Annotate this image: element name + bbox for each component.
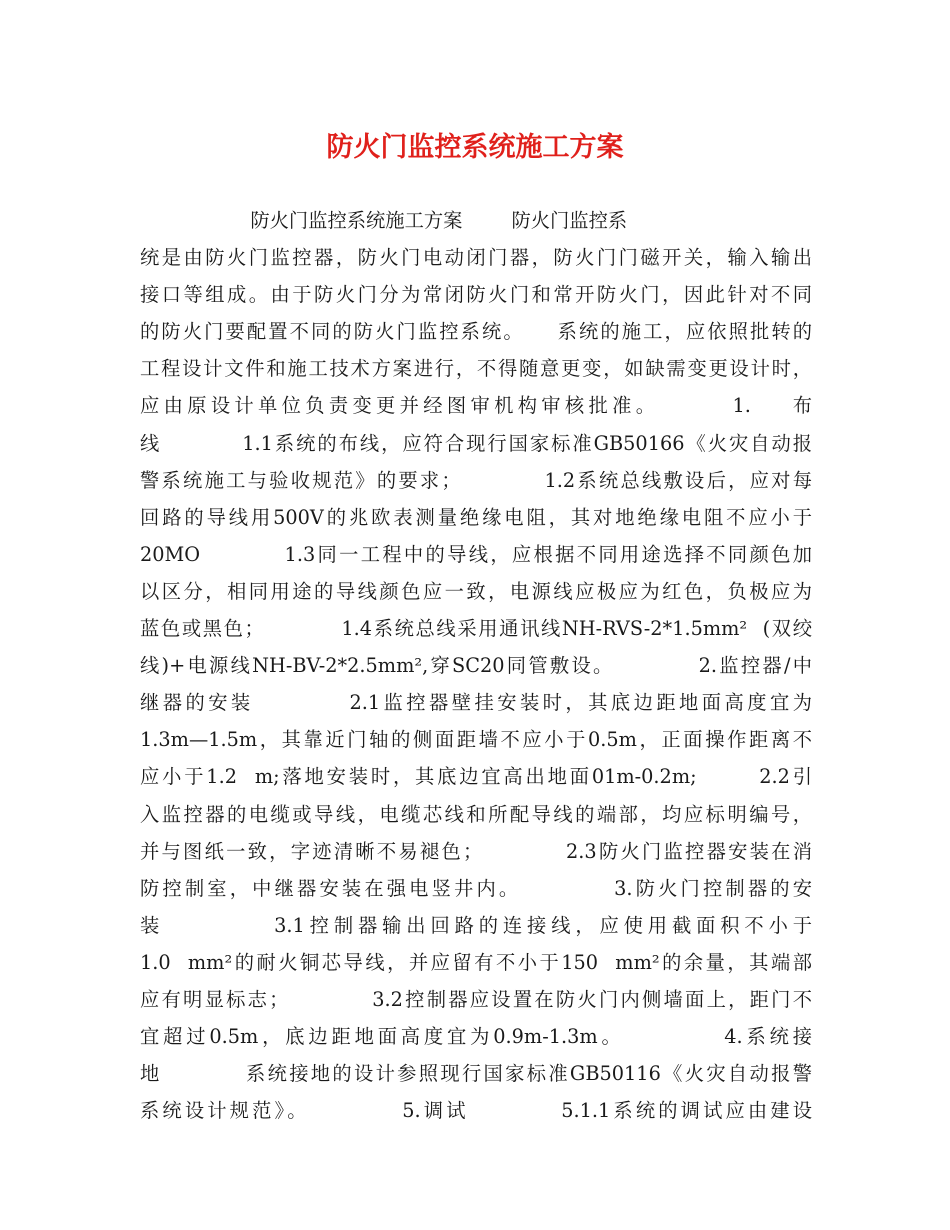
body-line: 统是由防火门监控器，防火门电动闭门器，防火门门磁开关，输入输出 bbox=[140, 246, 812, 270]
body-line: 线)+电源线NH-BV-2*2.5mm²,穿SC20同管敷设。 2.监控器/中 bbox=[140, 654, 812, 678]
body-line: 继器的安装 2.1监控器壁挂安装时，其底边距地面高度宜为 bbox=[140, 691, 812, 715]
body-line: 系统设计规范》。 5.调试 5.1.1系统的调试应由建设 bbox=[140, 1099, 812, 1123]
body-line: 警系统施工与验收规范》的要求； 1.2系统总线敷设后，应对每 bbox=[140, 468, 812, 492]
body-line: 1.3m—1.5m，其靠近门轴的侧面距墙不应小于0.5m，正面操作距离不 bbox=[140, 728, 812, 752]
body-line: 工程设计文件和施工技术方案进行，不得随意更变，如缺需变更设计时， bbox=[140, 357, 812, 381]
body-line: 线 1.1系统的布线，应符合现行国家标准GB50166《火灾自动报 bbox=[140, 431, 812, 455]
body-line: 应有明显标志； 3.2控制器应设置在防火门内侧墙面上，距门不 bbox=[140, 987, 812, 1011]
document-body bbox=[140, 202, 812, 1129]
body-line: 宜超过0.5m，底边距地面高度宜为0.9m-1.3m。 4.系统接 bbox=[140, 1025, 812, 1049]
body-line: 装 3.1控制器输出回路的连接线，应使用截面积不小于 bbox=[140, 913, 812, 937]
body-line: 接口等组成。由于防火门分为常闭防火门和常开防火门，因此针对不同 bbox=[140, 283, 812, 307]
document-title: 防火门监控系统施工方案 bbox=[326, 132, 624, 163]
body-line: 回路的导线用500V的兆欧表测量绝缘电阻，其对地绝缘电阻不应小于 bbox=[140, 505, 812, 529]
body-line: 以区分，相同用途的导线颜色应一致，电源线应极应为红色，负极应为 bbox=[140, 579, 812, 603]
body-line: 蓝色或黑色； 1.4系统总线采用通讯线NH-RVS-2*1.5mm² (双绞 bbox=[140, 617, 812, 641]
body-line: 防火门监控系统施工方案 防火门监控系 bbox=[140, 209, 628, 232]
body-line: 地 系统接地的设计参照现行国家标准GB50116《火灾自动报警 bbox=[140, 1062, 812, 1086]
body-line: 防控制室，中继器安装在强电竖井内。 3.防火门控制器的安 bbox=[140, 876, 812, 900]
body-line: 应由原设计单位负责变更并经图审机构审核批准。 1. 布 bbox=[140, 394, 812, 418]
body-line: 20MO 1.3同一工程中的导线，应根据不同用途选择不同颜色加 bbox=[140, 542, 812, 566]
body-line: 的防火门要配置不同的防火门监控系统。 系统的施工，应依照批转的 bbox=[140, 320, 812, 344]
body-line: 应小于1.2 m;落地安装时，其底边宜高出地面01m-0.2m; 2.2引 bbox=[140, 765, 812, 789]
body-line: 并与图纸一致，字迹清晰不易褪色； 2.3防火门监控器安装在消 bbox=[140, 839, 812, 863]
body-line: 入监控器的电缆或导线，电缆芯线和所配导线的端部，均应标明编号， bbox=[140, 802, 812, 826]
body-line: 1.0 mm²的耐火铜芯导线，并应留有不小于150 mm²的余量，其端部 bbox=[140, 950, 812, 974]
